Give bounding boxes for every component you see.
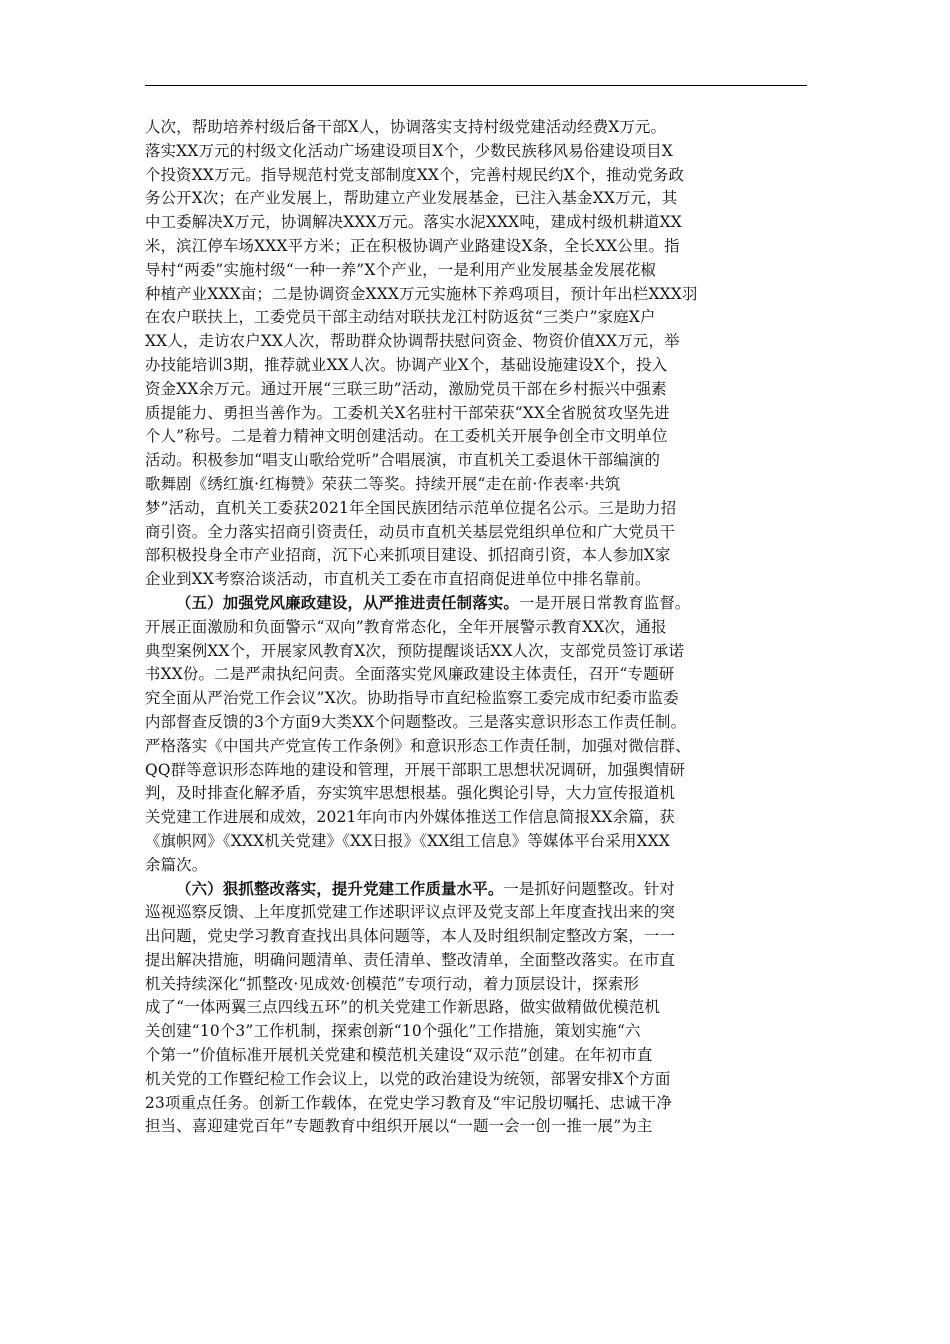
text-line: 书XX份。二是严肃执纪问责。全面落实党风廉政建设主体责任，召开“专题研 (145, 665, 675, 684)
text-line: 米，滨江停车场XXX平方米；正在积极协调产业路建设X条，全长XX公里。指 (145, 236, 680, 255)
text-line: 资金XX余万元。通过开展“三联三助”活动，激励党员干部在乡村振兴中强素 (145, 379, 667, 398)
text-line: 在农户联扶上，工委党员干部主动结对联扶龙江村防返贫“三类户”家庭X户 (145, 308, 656, 327)
text-line: 企业到XX考察洽谈活动，市直机关工委在市直招商促进单位中排名靠前。 (145, 570, 651, 589)
text-line: 内部督查反馈的3个方面9大类XX个问题整改。三是落实意识形态工作责任制。 (145, 712, 687, 731)
text-line: 成了“一体两翼三点四线五环”的机关党建工作新思路，做实做精做优模范机 (145, 998, 661, 1017)
section-6-paragraph (145, 878, 807, 1140)
text-line: 担当、喜迎建党百年”专题教育中组织开展以“一题一会一创一推一展”为主 (145, 1117, 653, 1136)
text-line: 商引资。全力落实招商引资责任，动员市直机关基层党组织单位和广大党员干 (145, 522, 676, 541)
text-line: 开展正面激励和负面警示“双向”教育常态化，全年开展警示教育XX次，通报 (145, 617, 667, 636)
text-line: 关创建“10个3”工作机制，探索创新“10个强化”工作措施，策划实施“六 (145, 1022, 641, 1041)
paragraph-continued (145, 116, 807, 592)
text-line: 导村“两委”实施村级“一种一养”X个产业，一是利用产业发展基金发展花椒 (145, 260, 657, 279)
text-line: 机关党的工作暨纪检工作会议上，以党的政治建设为统领，部署安排X个方面 (145, 1069, 671, 1088)
text-line: 究全面从严治党工作会议”X次。协助指导市直纪检监察工委完成市纪委市监委 (145, 689, 679, 708)
text-line: 提出解决措施，明确问题清单、责任清单、整改清单，全面整改落实。在市直 (145, 950, 676, 969)
section-6-first-line (145, 878, 807, 902)
text-line: 落实XX万元的村级文化活动广场建设项目X个，少数民族移风易俗建设项目X (145, 141, 673, 160)
text-line: 典型案例XX个，开展家风教育X次，预防提醒谈话XX人次，支部党员签订承诺 (145, 641, 685, 660)
text-line: 务公开X次；在产业发展上，帮助建立产业发展基金，已注入基金XX万元，其 (145, 189, 678, 208)
text-line: 歌舞剧《绣红旗·红梅赞》荣获二等奖。持续开展“走在前·作表率·共筑 (145, 474, 621, 493)
text-line: 巡视巡察反馈、上年度抓党建工作述职评议点评及党支部上年度查找出来的突 (145, 903, 676, 922)
text-line: 个人”称号。二是着力精神文明创建活动。在工委机关开展争创全市文明单位 (145, 427, 668, 446)
header-rule (145, 85, 807, 86)
text-line: 种植产业XXX亩；二是协调资金XXX万元实施林下养鸡项目，预计年出栏XXX羽 (145, 284, 698, 303)
section-6-heading: （六）狠抓整改落实，提升党建工作质量水平。 (176, 879, 504, 898)
text-line: 人次，帮助培养村级后备干部X人，协调落实支持村级党建活动经费X万元。 (145, 118, 667, 136)
text-line: 严格落实《中国共产党宣传工作条例》和意识形态工作责任制，加强对微信群、 (145, 736, 691, 755)
text-line: 余篇次。 (145, 855, 208, 874)
section-6-first-line-rest: 一是抓好问题整改。针对 (503, 879, 675, 898)
text-line: 个投资XX万元。指导规范村党支部制度XX个，完善村规民约X个，推动党务政 (145, 165, 685, 184)
text-line: XX人，走访农户XX人次，帮助群众协调帮扶慰问资金、物资价值XX万元，举 (145, 332, 680, 351)
text-line: 出问题，党史学习教育查找出具体问题等，本人及时组织制定整改方案，一一 (145, 927, 676, 946)
text-line: 活动。积极参加“唱支山歌给党听”合唱展演，市直机关工委退休干部编演的 (145, 451, 661, 470)
text-line: 23项重点任务。创新工作载体，在党史学习教育及“牢记殷切嘱托、忠诚干净 (145, 1093, 672, 1112)
text-line: 办技能培训3期，推荐就业XX人次。协调产业X个，基础设施建设X个，投入 (145, 355, 668, 374)
document-body (145, 116, 807, 1139)
text-line: 个第一”价值标准开展机关党建和模范机关建设“双示范”创建。在年初市直 (145, 1046, 653, 1065)
text-line: 判，及时排查化解矛盾，夯实筑牢思想根基。强化舆论引导，大力宣传报道机 (145, 784, 676, 803)
text-line: 梦”活动，直机关工委获2021年全国民族团结示范单位提名公示。三是助力招 (145, 498, 677, 517)
section-5-paragraph (145, 592, 807, 878)
section-5-first-line-rest: 一是开展日常教育监督。 (519, 593, 691, 612)
text-line: 《旗帜网》《XXX机关党建》《XX日报》《XX组工信息》等媒体平台采用XXX (145, 831, 671, 850)
text-line: 部积极投身全市产业招商，沉下心来抓项目建设、抓招商引资，本人参加X家 (145, 546, 671, 565)
text-line: 中工委解决X万元，协调解决XXX万元。落实水泥XXX吨，建成村级机耕道XX (145, 213, 682, 232)
text-line: 质提能力、勇担当善作为。工委机关X名驻村干部荣获“XX全省脱贫攻坚先进 (145, 403, 670, 422)
text-line: 关党建工作进展和成效，2021年向市内外媒体推送工作信息简报XX余篇，获 (145, 808, 676, 827)
text-line: QQ群等意识形态阵地的建设和管理，开展干部职工思想状况调研，加强舆情研 (145, 760, 686, 779)
section-5-first-line (145, 592, 807, 616)
text-line: 机关持续深化“抓整改·见成效·创模范”专项行动，着力顶层设计，探索形 (145, 974, 640, 993)
section-5-heading: （五）加强党风廉政建设，从严推进责任制落实。 (176, 593, 519, 612)
